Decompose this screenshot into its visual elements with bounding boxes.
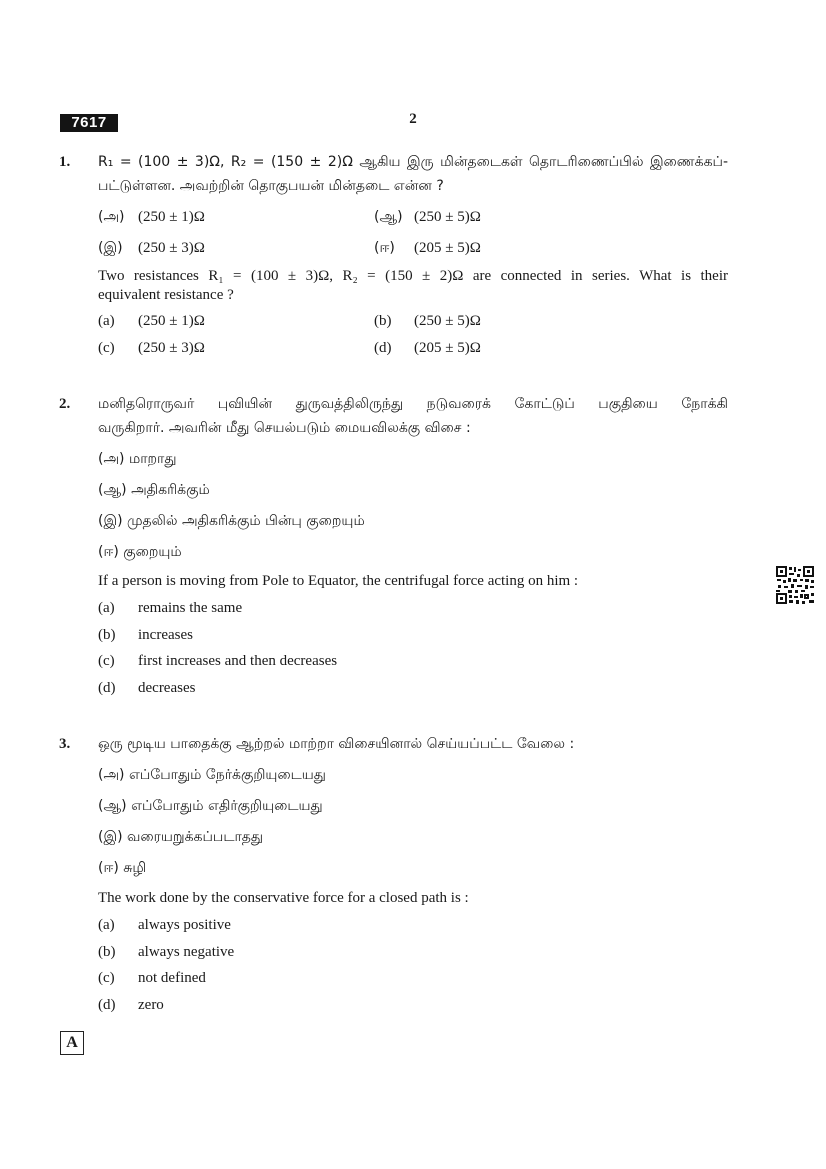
option-text: (250 ± 3)Ω <box>138 340 205 356</box>
option-label: (ஈ) <box>98 544 119 560</box>
series-letter-box: A <box>60 1031 84 1055</box>
option-text: always positive <box>138 917 231 933</box>
tamil-option <box>374 208 481 227</box>
option-label: (b) <box>98 627 116 643</box>
option-label: (a) <box>98 313 115 329</box>
tamil-option <box>98 208 205 227</box>
question-number: 2. <box>59 396 71 412</box>
option-text: remains the same <box>138 600 243 616</box>
option-label: (இ) <box>98 513 123 529</box>
english-option <box>98 944 234 961</box>
question-english-text: Two resistances R₁ = (100 ± 3)Ω, R₂ = (150 ± 2)Ω are connected in series. What is their <box>98 268 728 284</box>
option-text: முதலில் அதிகரிக்கும் பின்பு குறையும் <box>127 513 365 529</box>
option-label: (c) <box>98 653 115 669</box>
option-text: மாறாது <box>128 451 177 467</box>
option-text: (250 ± 3)Ω <box>138 240 205 256</box>
option-text: (205 ± 5)Ω <box>414 340 481 356</box>
option-text: (250 ± 5)Ω <box>414 313 481 329</box>
option-text: சுழி <box>123 860 147 876</box>
english-option <box>98 680 195 697</box>
option-text: first increases and then decreases <box>138 653 338 669</box>
option-label: (d) <box>98 680 116 696</box>
option-label: (d) <box>98 997 116 1013</box>
option-label: (a) <box>98 917 115 933</box>
question-number: 3. <box>59 736 71 752</box>
option-text: எப்போதும் நேர்க்குறியுடையது <box>128 767 326 783</box>
option-label: (இ) <box>98 829 123 845</box>
english-option <box>98 313 205 330</box>
tamil-option <box>98 544 182 562</box>
question-number: 1. <box>59 154 71 170</box>
tamil-option <box>98 829 263 847</box>
tamil-option <box>98 513 365 531</box>
question-english-text: If a person is moving from Pole to Equator, the centrifugal force acting on him : <box>98 573 579 589</box>
option-label: (இ) <box>98 240 123 256</box>
option-label: (அ) <box>98 209 125 225</box>
english-option <box>98 600 242 617</box>
option-text: (250 ± 5)Ω <box>414 209 481 225</box>
tamil-option <box>98 860 146 878</box>
english-option <box>98 917 231 934</box>
english-option <box>98 340 205 357</box>
option-label: (ஆ) <box>374 209 403 225</box>
option-text: அதிகரிக்கும் <box>131 482 210 498</box>
option-text: always negative <box>138 944 235 960</box>
english-option <box>98 627 193 644</box>
question-tamil-text: ஒரு மூடிய பாதைக்கு ஆற்றல் மாற்றா விசையினால் செய்யப்பட்ட வேலை : <box>98 736 575 752</box>
english-option <box>98 997 164 1014</box>
option-label: (c) <box>98 340 115 356</box>
tamil-option <box>98 482 210 500</box>
option-label: (ஈ) <box>374 240 395 256</box>
question-english-text: equivalent resistance ? <box>98 287 234 303</box>
option-text: not defined <box>138 970 206 986</box>
paper-code-badge: 7617 <box>60 114 118 132</box>
option-label: (ஆ) <box>98 482 127 498</box>
tamil-option <box>98 798 323 816</box>
option-text: (250 ± 1)Ω <box>138 209 205 225</box>
option-label: (b) <box>98 944 116 960</box>
option-label: (c) <box>98 970 115 986</box>
option-label: (d) <box>374 340 392 356</box>
option-text: zero <box>138 997 164 1013</box>
option-label: (அ) <box>98 451 125 467</box>
option-text: (250 ± 1)Ω <box>138 313 205 329</box>
tamil-option <box>98 451 177 469</box>
option-text: வரையறுக்கப்படாதது <box>127 829 264 845</box>
option-label: (b) <box>374 313 392 329</box>
english-option <box>98 970 206 987</box>
english-option <box>98 653 337 670</box>
qr-code-icon <box>775 565 815 605</box>
question-tamil-text: பட்டுள்ளன. அவற்றின் தொகுபயன் மின்தடை என்ன ? <box>98 178 444 194</box>
option-text: (205 ± 5)Ω <box>414 240 481 256</box>
option-text: எப்போதும் எதிர்குறியுடையது <box>131 798 323 814</box>
tamil-option <box>98 239 205 258</box>
option-text: decreases <box>138 680 196 696</box>
question-tamil-text: R₁ = (100 ± 3)Ω, R₂ = (150 ± 2)Ω ஆகிய இரு மின்தடைகள் தொடரிணைப்பில் இணைக்கப்- <box>98 154 728 170</box>
tamil-option <box>98 767 326 785</box>
option-label: (a) <box>98 600 115 616</box>
option-text: குறையும் <box>123 544 182 560</box>
question-english-text: The work done by the conservative force for a closed path is : <box>98 890 469 906</box>
option-label: (அ) <box>98 767 125 783</box>
english-option <box>374 313 481 330</box>
page-number: 2 <box>409 111 417 127</box>
english-option <box>374 340 481 357</box>
question-tamil-text: வருகிறார். அவரின் மீது செயல்படும் மையவிலக்கு விசை : <box>98 420 471 436</box>
option-label: (ஆ) <box>98 798 127 814</box>
question-tamil-text: மனிதரொருவர் புவியின் துருவத்திலிருந்து நடுவரைக் கோட்டுப் பகுதியை நோக்கி <box>98 396 728 412</box>
option-label: (ஈ) <box>98 860 119 876</box>
tamil-option <box>374 239 481 258</box>
option-text: increases <box>138 627 193 643</box>
